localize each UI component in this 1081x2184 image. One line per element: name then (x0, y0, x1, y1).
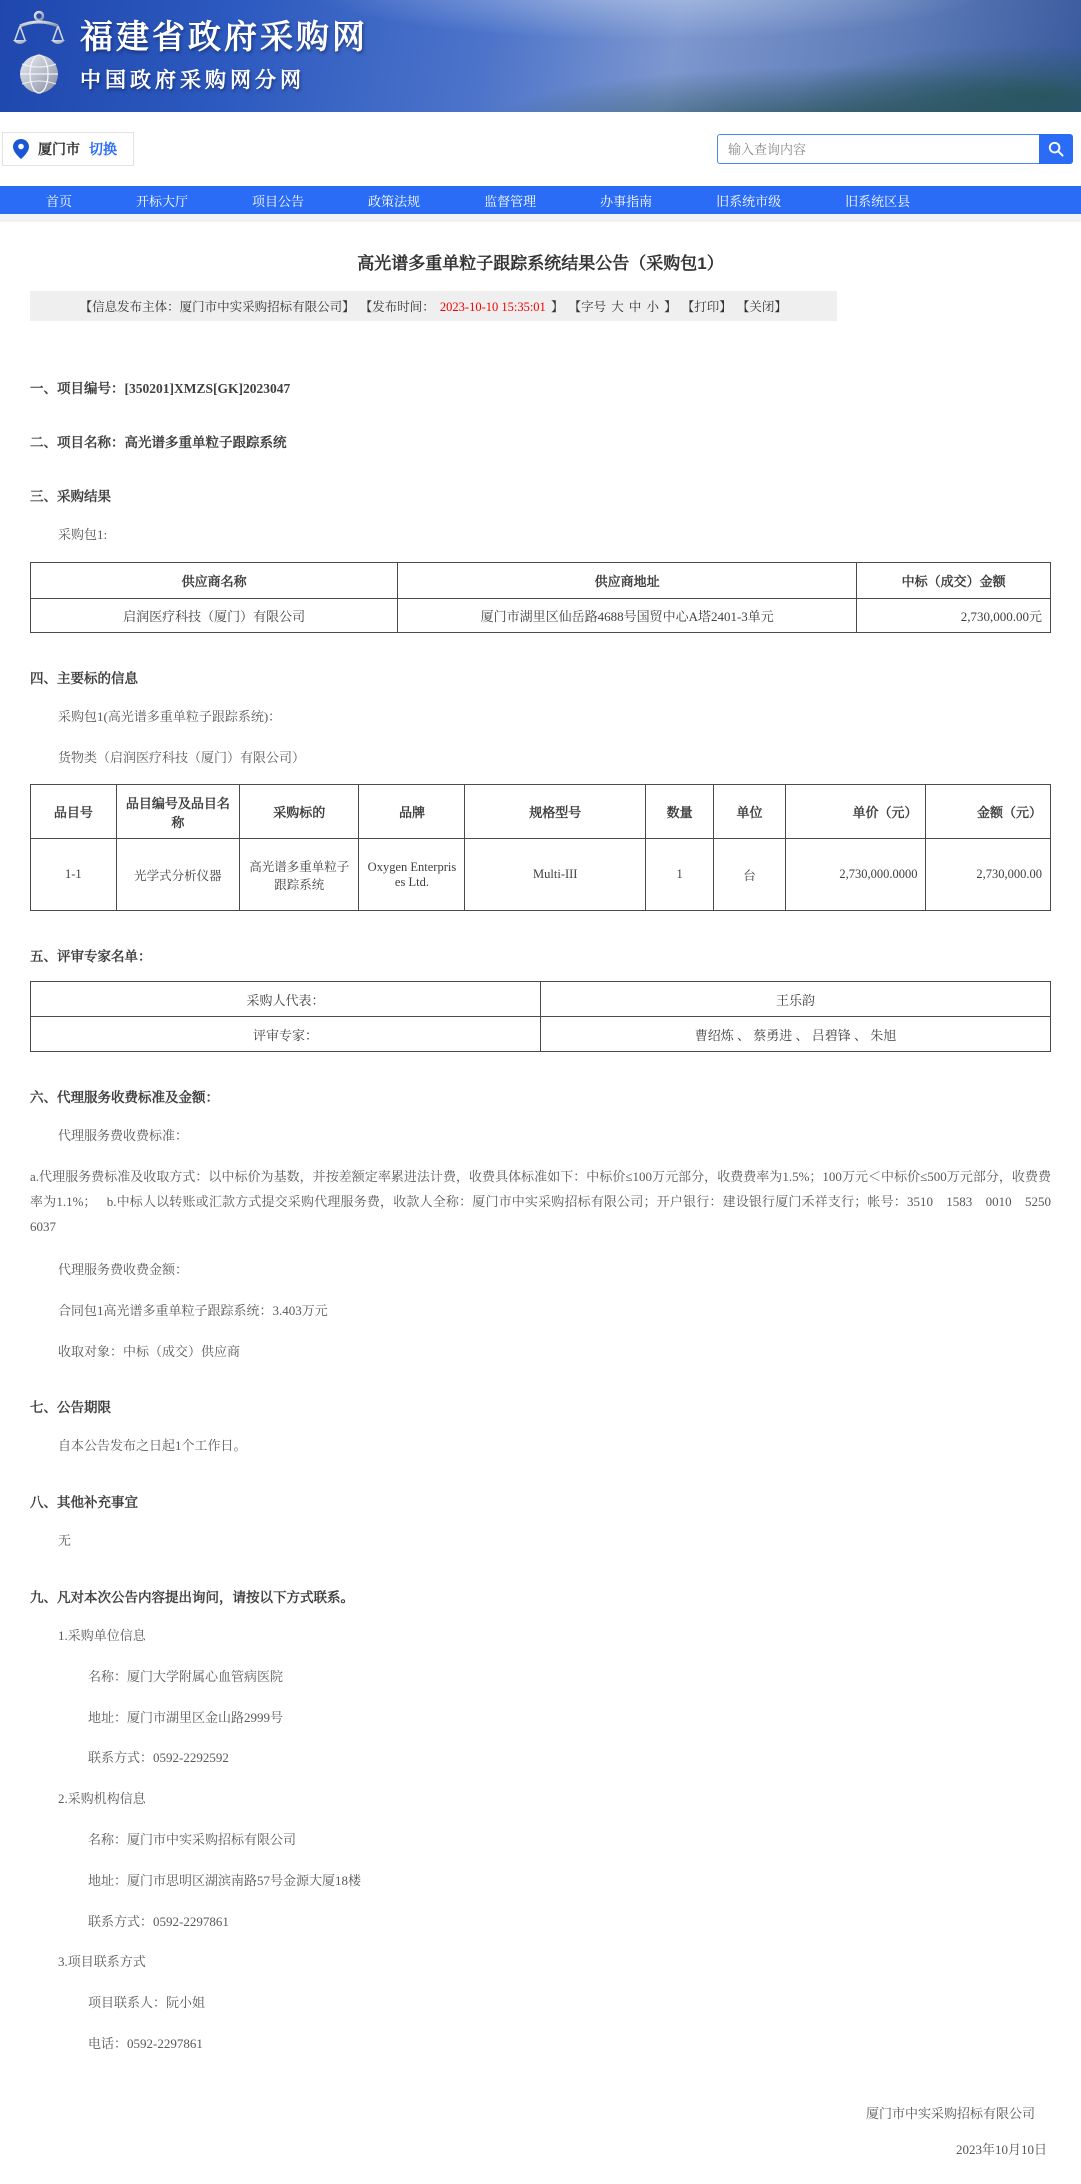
nav-item-service-guide[interactable]: 办事指南 (600, 193, 653, 209)
purchaser-representative-value: 王乐韵 (541, 982, 1051, 1017)
section-other-matters: 八、其他补充事宜 (30, 1495, 138, 1511)
page-title: 高光谱多重单粒子跟踪系统结果公告（采购包1） (357, 254, 724, 273)
announcement-article (30, 249, 1065, 2184)
table-row (31, 839, 1051, 911)
site-banner (0, 0, 1081, 112)
supplier-result-table (30, 562, 1051, 633)
agency-fee-amount-label: 代理服务费收费金额： (58, 1262, 189, 1278)
table-row (31, 982, 1051, 1017)
subject-package-line: 采购包1(高光谱多重单粒子跟踪系统)： (58, 708, 282, 724)
nav-item-old-system-city[interactable]: 旧系统市级 (716, 193, 782, 209)
subject-category-line: 货物类（启润医疗科技（厦门）有限公司） (58, 749, 306, 765)
site-search (717, 134, 1073, 164)
contact-line: 项目联系人：阮小姐 (88, 1995, 206, 2011)
agency-fee-standard-text: a.代理服务费标准及收取方式：以中标价为基数，并按差额定率累进法计费，收费具体标准如下：中标价≤100万元部分，收费费率为1.5%；100万元＜中标价≤500万元部分，收费费率为1.1%； b.中标人以转账或汇款方式提交采购代理服务费，收款人全称：厦门市中实采购招标有限公司；开户银行：建设银行厦门禾祥支行；帐号：3510 1583 0010 5250 6037 (30, 1169, 1065, 1235)
contact-line: 地址：厦门市湖里区金山路2999号 (88, 1709, 284, 1725)
contact-group-title: 1.采购单位信息 (58, 1628, 146, 1644)
table-header-row (31, 562, 1051, 598)
publish-time-value: 2023-10-10 15:35:01 (439, 300, 546, 314)
fontsize-bracket: 】 (664, 300, 677, 314)
contact-line: 电话：0592-2297861 (88, 2036, 203, 2051)
col-unit-price: 单价（元） (785, 785, 926, 839)
search-input[interactable] (717, 134, 1039, 164)
unit-cell: 台 (714, 839, 785, 911)
location-search-row (0, 112, 1081, 186)
section-contact-info: 九、凡对本次公告内容提出询问，请按以下方式联系。 (30, 1590, 354, 1606)
nav-item-supervision[interactable]: 监督管理 (484, 193, 537, 209)
experts-table (30, 981, 1051, 1052)
section-procurement-result: 三、采购结果 (30, 489, 111, 504)
col-amount: 金额（元） (926, 785, 1051, 839)
col-award-amount: 中标（成交）金额 (857, 562, 1051, 598)
review-experts-label: 评审专家： (31, 1017, 541, 1052)
announcement-period-text: 自本公告发布之日起1个工作日。 (58, 1438, 247, 1454)
section-main-subject-info: 四、主要标的信息 (30, 670, 138, 686)
nav-item-policies[interactable]: 政策法规 (368, 193, 421, 209)
col-quantity: 数量 (646, 785, 714, 839)
col-item-code-name: 品目编号及品目名称 (116, 785, 239, 839)
supplier-name-cell: 启润医疗科技（厦门）有限公司 (31, 598, 398, 632)
quantity-cell: 1 (646, 839, 714, 911)
contact-group-title: 3.项目联系方式 (58, 1954, 146, 1970)
fontsize-label: 【字号 (568, 300, 607, 314)
contact-line: 名称：厦门大学附属心血管病医院 (88, 1668, 284, 1684)
other-matters-text: 无 (58, 1533, 72, 1549)
switch-city-link[interactable]: 切换 (89, 141, 117, 157)
item-no-cell: 1-1 (31, 839, 117, 911)
agency-fee-standard-label: 代理服务费收费标准： (58, 1128, 189, 1144)
table-header-row (31, 785, 1051, 839)
signature-company: 厦门市中实采购招标有限公司 (865, 2105, 1035, 2121)
col-procurement-subject: 采购标的 (240, 785, 359, 839)
table-row (31, 598, 1051, 632)
col-supplier-address: 供应商地址 (398, 562, 857, 598)
col-unit: 单位 (714, 785, 785, 839)
nav-item-bid-opening-hall[interactable]: 开标大厅 (136, 193, 189, 209)
close-link[interactable]: 【关闭】 (736, 300, 787, 314)
agency-fee-payer: 收取对象：中标（成交）供应商 (58, 1343, 241, 1359)
brand-cell: Oxygen Enterprises Ltd. (359, 839, 465, 911)
nav-item-old-system-district[interactable]: 旧系统区县 (845, 193, 911, 209)
review-experts-value: 曹绍炼 、 蔡勇进 、 吕碧锋 、 朱旭 (541, 1017, 1051, 1052)
supplier-address-cell: 厦门市湖里区仙岳路4688号国贸中心A塔2401-3单元 (398, 598, 857, 632)
table-row (31, 1017, 1051, 1052)
publish-time-label: 【发布时间： (359, 300, 435, 314)
nav-divider (0, 214, 1081, 222)
fontsize-small-link[interactable]: 小 (646, 300, 660, 314)
nav-item-project-announcements[interactable]: 项目公告 (252, 193, 305, 209)
col-brand: 品牌 (359, 785, 465, 839)
signature-date: 2023年10月10日 (955, 2141, 1047, 2157)
site-title: 福建省政府采购网 (80, 18, 368, 56)
publisher-label: 【信息发布主体：厦门市中实采购招标有限公司】 (79, 300, 355, 314)
item-code-name-cell: 光学式分析仪器 (116, 839, 239, 911)
contact-line: 联系方式：0592-2292592 (88, 1750, 229, 1766)
col-spec-model: 规格型号 (465, 785, 646, 839)
col-item-no: 品目号 (31, 785, 117, 839)
search-button[interactable] (1039, 134, 1073, 164)
section-expert-list: 五、评审专家名单： (30, 949, 152, 965)
section-project-number: 一、项目编号：[350201]XMZS[GK]2023047 (30, 381, 291, 396)
contact-line: 联系方式：0592-2297861 (88, 1913, 229, 1929)
print-link[interactable]: 【打印】 (681, 300, 732, 314)
award-amount-cell: 2,730,000.00元 (857, 598, 1051, 632)
amount-cell: 2,730,000.00 (926, 839, 1051, 911)
section-project-name: 二、项目名称：高光谱多重单粒子跟踪系统 (30, 435, 287, 450)
procurement-subject-cell: 高光谱多重单粒子跟踪系统 (240, 839, 359, 911)
package-label: 采购包1: (58, 527, 108, 542)
scales-globe-logo-icon (10, 8, 68, 105)
section-announcement-period: 七、公告期限 (30, 1400, 111, 1416)
publish-time-bracket: 】 (550, 300, 564, 314)
current-city-label: 厦门市 (38, 141, 80, 157)
items-table (30, 784, 1051, 911)
col-supplier-name: 供应商名称 (31, 562, 398, 598)
meta-bar (30, 291, 837, 321)
search-icon (1048, 141, 1064, 157)
fontsize-medium-link[interactable]: 中 (628, 300, 642, 314)
main-nav (0, 186, 1081, 214)
unit-price-cell: 2,730,000.0000 (785, 839, 926, 911)
spec-model-cell: Multi-III (465, 839, 646, 911)
location-box (2, 132, 134, 166)
site-subtitle: 中国政府采购网分网 (80, 68, 305, 92)
agency-fee-amount-value: 合同包1高光谱多重单粒子跟踪系统：3.403万元 (58, 1302, 328, 1318)
fontsize-large-link[interactable]: 大 (611, 300, 624, 314)
contact-line: 名称：厦门市中实采购招标有限公司 (88, 1832, 297, 1848)
purchaser-representative-label: 采购人代表： (31, 982, 541, 1017)
signature-block (30, 2103, 1051, 2184)
contact-line: 地址：厦门市思明区湖滨南路57号金源大厦18楼 (88, 1872, 362, 1888)
nav-item-home[interactable]: 首页 (46, 193, 73, 209)
contact-group-title: 2.采购机构信息 (58, 1791, 146, 1807)
location-pin-icon (13, 139, 29, 159)
section-agency-fee: 六、代理服务收费标准及金额： (30, 1090, 219, 1106)
